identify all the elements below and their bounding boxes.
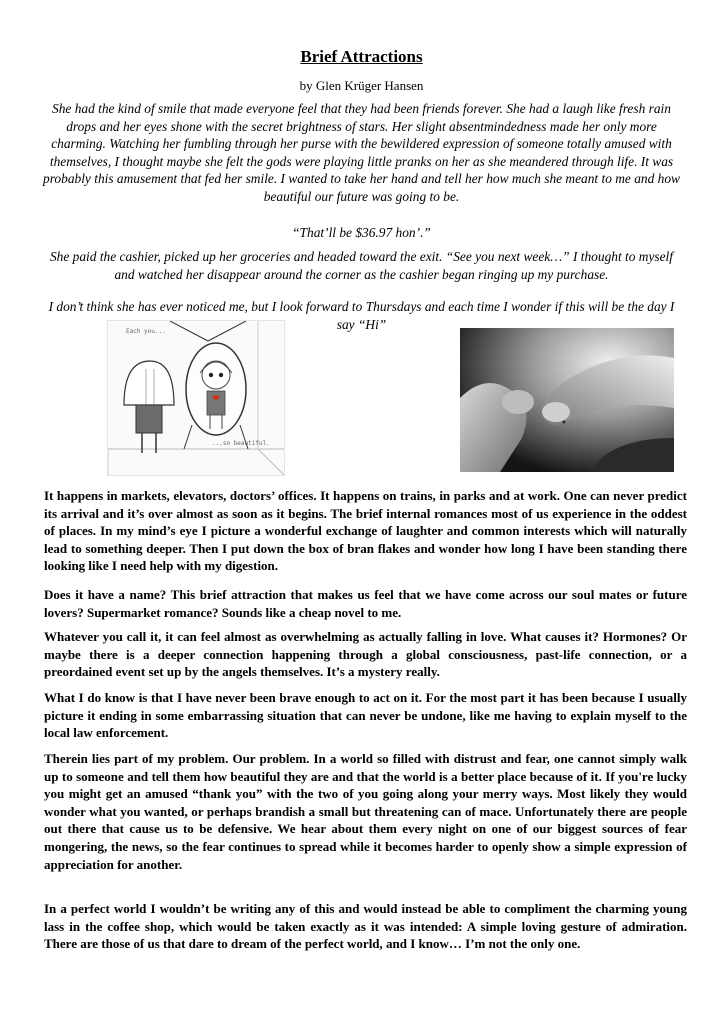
illustration-label-bottom: ...so beautiful. xyxy=(212,440,270,447)
girl-mirror-drawing xyxy=(108,321,284,475)
touching-hands-photo xyxy=(460,328,674,472)
intro-paragraph: She paid the cashier, picked up her groceries and headed toward the exit. “See you next week…” I thought to myself and watched her disappear around the corner as the cashier began ringing up my purchase. xyxy=(49,249,674,282)
body-paragraph: Therein lies part of my problem. Our problem. In a world so filled with distrust and fear, one cannot simply walk up to someone and tell them how beautiful they are and that the world is a better place because of it. If you're lucky you might get an amused “thank you” with the two of you going along your merry ways. Most likely they would wonder what you wanted, or perhaps brandish a small but threatening can of mace. Unfortunately there are people out there that cause us to be defensive. We hear about them every night on one of our biggest sources of fear mongering, the news, so the fear continues to spread while it becomes harder to openly show a simple expression of appreciation for another. xyxy=(44,751,687,872)
girl-mirror-illustration xyxy=(107,320,285,476)
body-paragraph: Does it have a name? This brief attraction that makes us feel that we have come across our soul mates or future lovers? Supermarket romance? Sounds like a cheap novel to me. xyxy=(44,587,687,620)
hands-photo-image xyxy=(460,328,674,472)
body-paragraph: What I do know is that I have never been brave enough to act on it. For the most part it has been because I usually picture it ending in some embarrassing situation that can never be undone, like me having to explain myself to the local law enforcement. xyxy=(44,690,687,741)
cashier-quote: “That’ll be $36.97 hon’.” xyxy=(292,225,431,240)
body-paragraph: In a perfect world I wouldn’t be writing any of this and would instead be able to compliment the charming young lass in the coffee shop, which would be taken exactly as it was intended: A simple loving gesture of admiration. There are those of us that dare to dream of the perfect world, and I know… I’m not the only one. xyxy=(44,901,687,952)
body-paragraph: Whatever you call it, it can feel almost as overwhelming as actually falling in love. What causes it? Hormones? Or maybe there is a deeper connection happening through a global consciousness, past-life connection, or a preordained event set up by the angels themselves. It’s a mystery really. xyxy=(44,629,687,680)
page-title: Brief Attractions xyxy=(300,47,423,66)
body-paragraph: It happens in markets, elevators, doctors’ offices. It happens on trains, in parks and at work. One can never predict its arrival and it’s over almost as soon as it begins. The brief internal romances most of us experience in the oddest of places. In my mind’s eye I picture a wonderful exchange of laughter and common interests which will naturally lead to something deeper. Then I put down the box of bran flakes and wonder how long I have been standing there looking like I need help with my digestion. xyxy=(44,488,687,574)
illustration-label-top: Each you... xyxy=(126,328,166,335)
intro-paragraph: She had the kind of smile that made everyone feel that they had been friends forever. She had a laugh like fresh rain drops and her eyes shone with the secret brightness of stars. Her slight absentmindedness made her only more charming. Watching her fumbling through her purse with the bewildered expression of someone totally amused with themselves, I thought maybe she felt the gods were playing little pranks on her as she meandered through life. It was probably this amusement that fed her smile. I wanted to take her hand and tell her how much she meant to me and how beautiful our future was going to be. xyxy=(43,101,680,204)
intro-paragraph: I don’t think she has ever noticed me, but I look forward to Thursdays and each time I wonder if this will be the day I say “Hi” xyxy=(48,299,675,332)
byline: by Glen Krüger Hansen xyxy=(299,78,424,93)
